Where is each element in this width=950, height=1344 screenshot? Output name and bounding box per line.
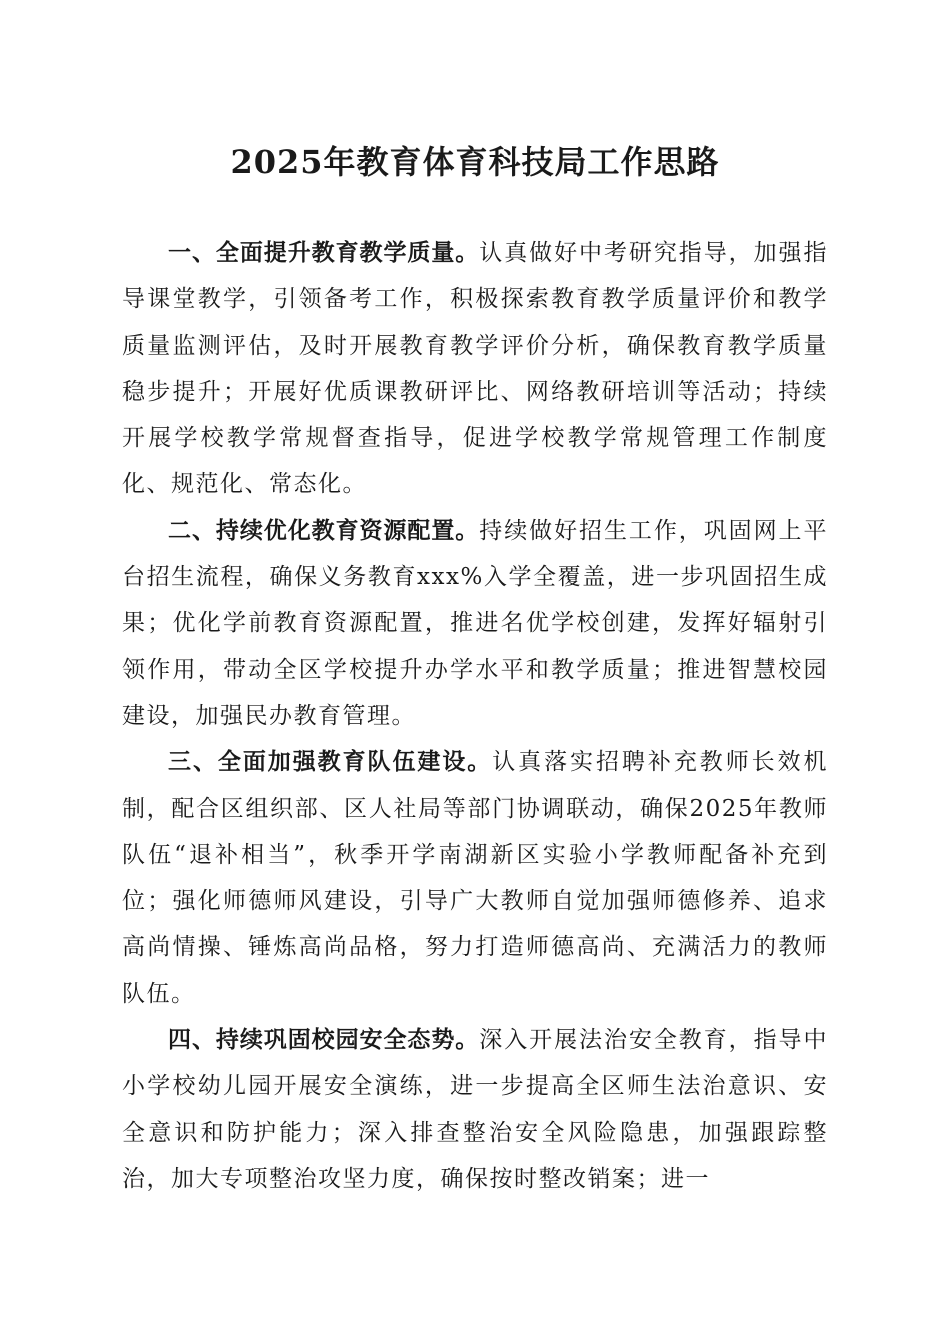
paragraph-1-text: 认真做好中考研究指导，加强指导课堂教学，引领备考工作，积极探索教育教学质量评价和教学质量监测评估，及时开展教育教学评价分析，确保教育教学质量稳步提升；开展好优质课教研评比、网络教研培训等活动；持续开展学校教学常规督查指导，促进学校教学常规管理工作制度化、规范化、常态化。	[122, 240, 828, 498]
paragraph-2-text: 持续做好招生工作，巩固网上平台招生流程，确保义务教育xxx%入学全覆盖，进一步巩固招生成果；优化学前教育资源配置，推进名优学校创建，发挥好辐射引领作用，带动全区学校提升办学水平和教学质量；推进智慧校园建设，加强民办教育管理。	[122, 517, 828, 729]
paragraph-3-text: 认真落实招聘补充教师长效机制，配合区组织部、区人社局等部门协调联动，确保2025年教师队伍“退补相当”，秋季开学南湖新区实验小学教师配备补充到位；强化师德师风建设，引导广大教师自觉加强师德修养、追求高尚情操、锤炼高尚品格，努力打造师德高尚、充满活力的教师队伍。	[122, 749, 829, 1007]
paragraph-2-heading: 二、持续优化教育资源配置。	[168, 517, 480, 544]
document-body	[122, 230, 828, 1202]
document-title: 2025年教育体育科技局工作思路	[230, 143, 720, 181]
paragraph-1-heading: 一、全面提升教育教学质量。	[168, 240, 480, 266]
paragraph-4	[122, 1017, 828, 1202]
paragraph-2	[122, 508, 828, 739]
paragraph-3	[122, 739, 828, 1017]
paragraph-4-heading: 四、持续巩固校园安全态势。	[168, 1027, 480, 1054]
paragraph-3-heading: 三、全面加强教育队伍建设。	[168, 749, 493, 776]
paragraph-1	[122, 230, 828, 508]
paragraph-4-text: 深入开展法治安全教育，指导中小学校幼儿园开展安全演练，进一步提高全区师生法治意识、安全意识和防护能力；深入排查整治安全风险隐患，加强跟踪整治，加大专项整治攻坚力度，确保按时整改销案；进一	[122, 1027, 828, 1192]
